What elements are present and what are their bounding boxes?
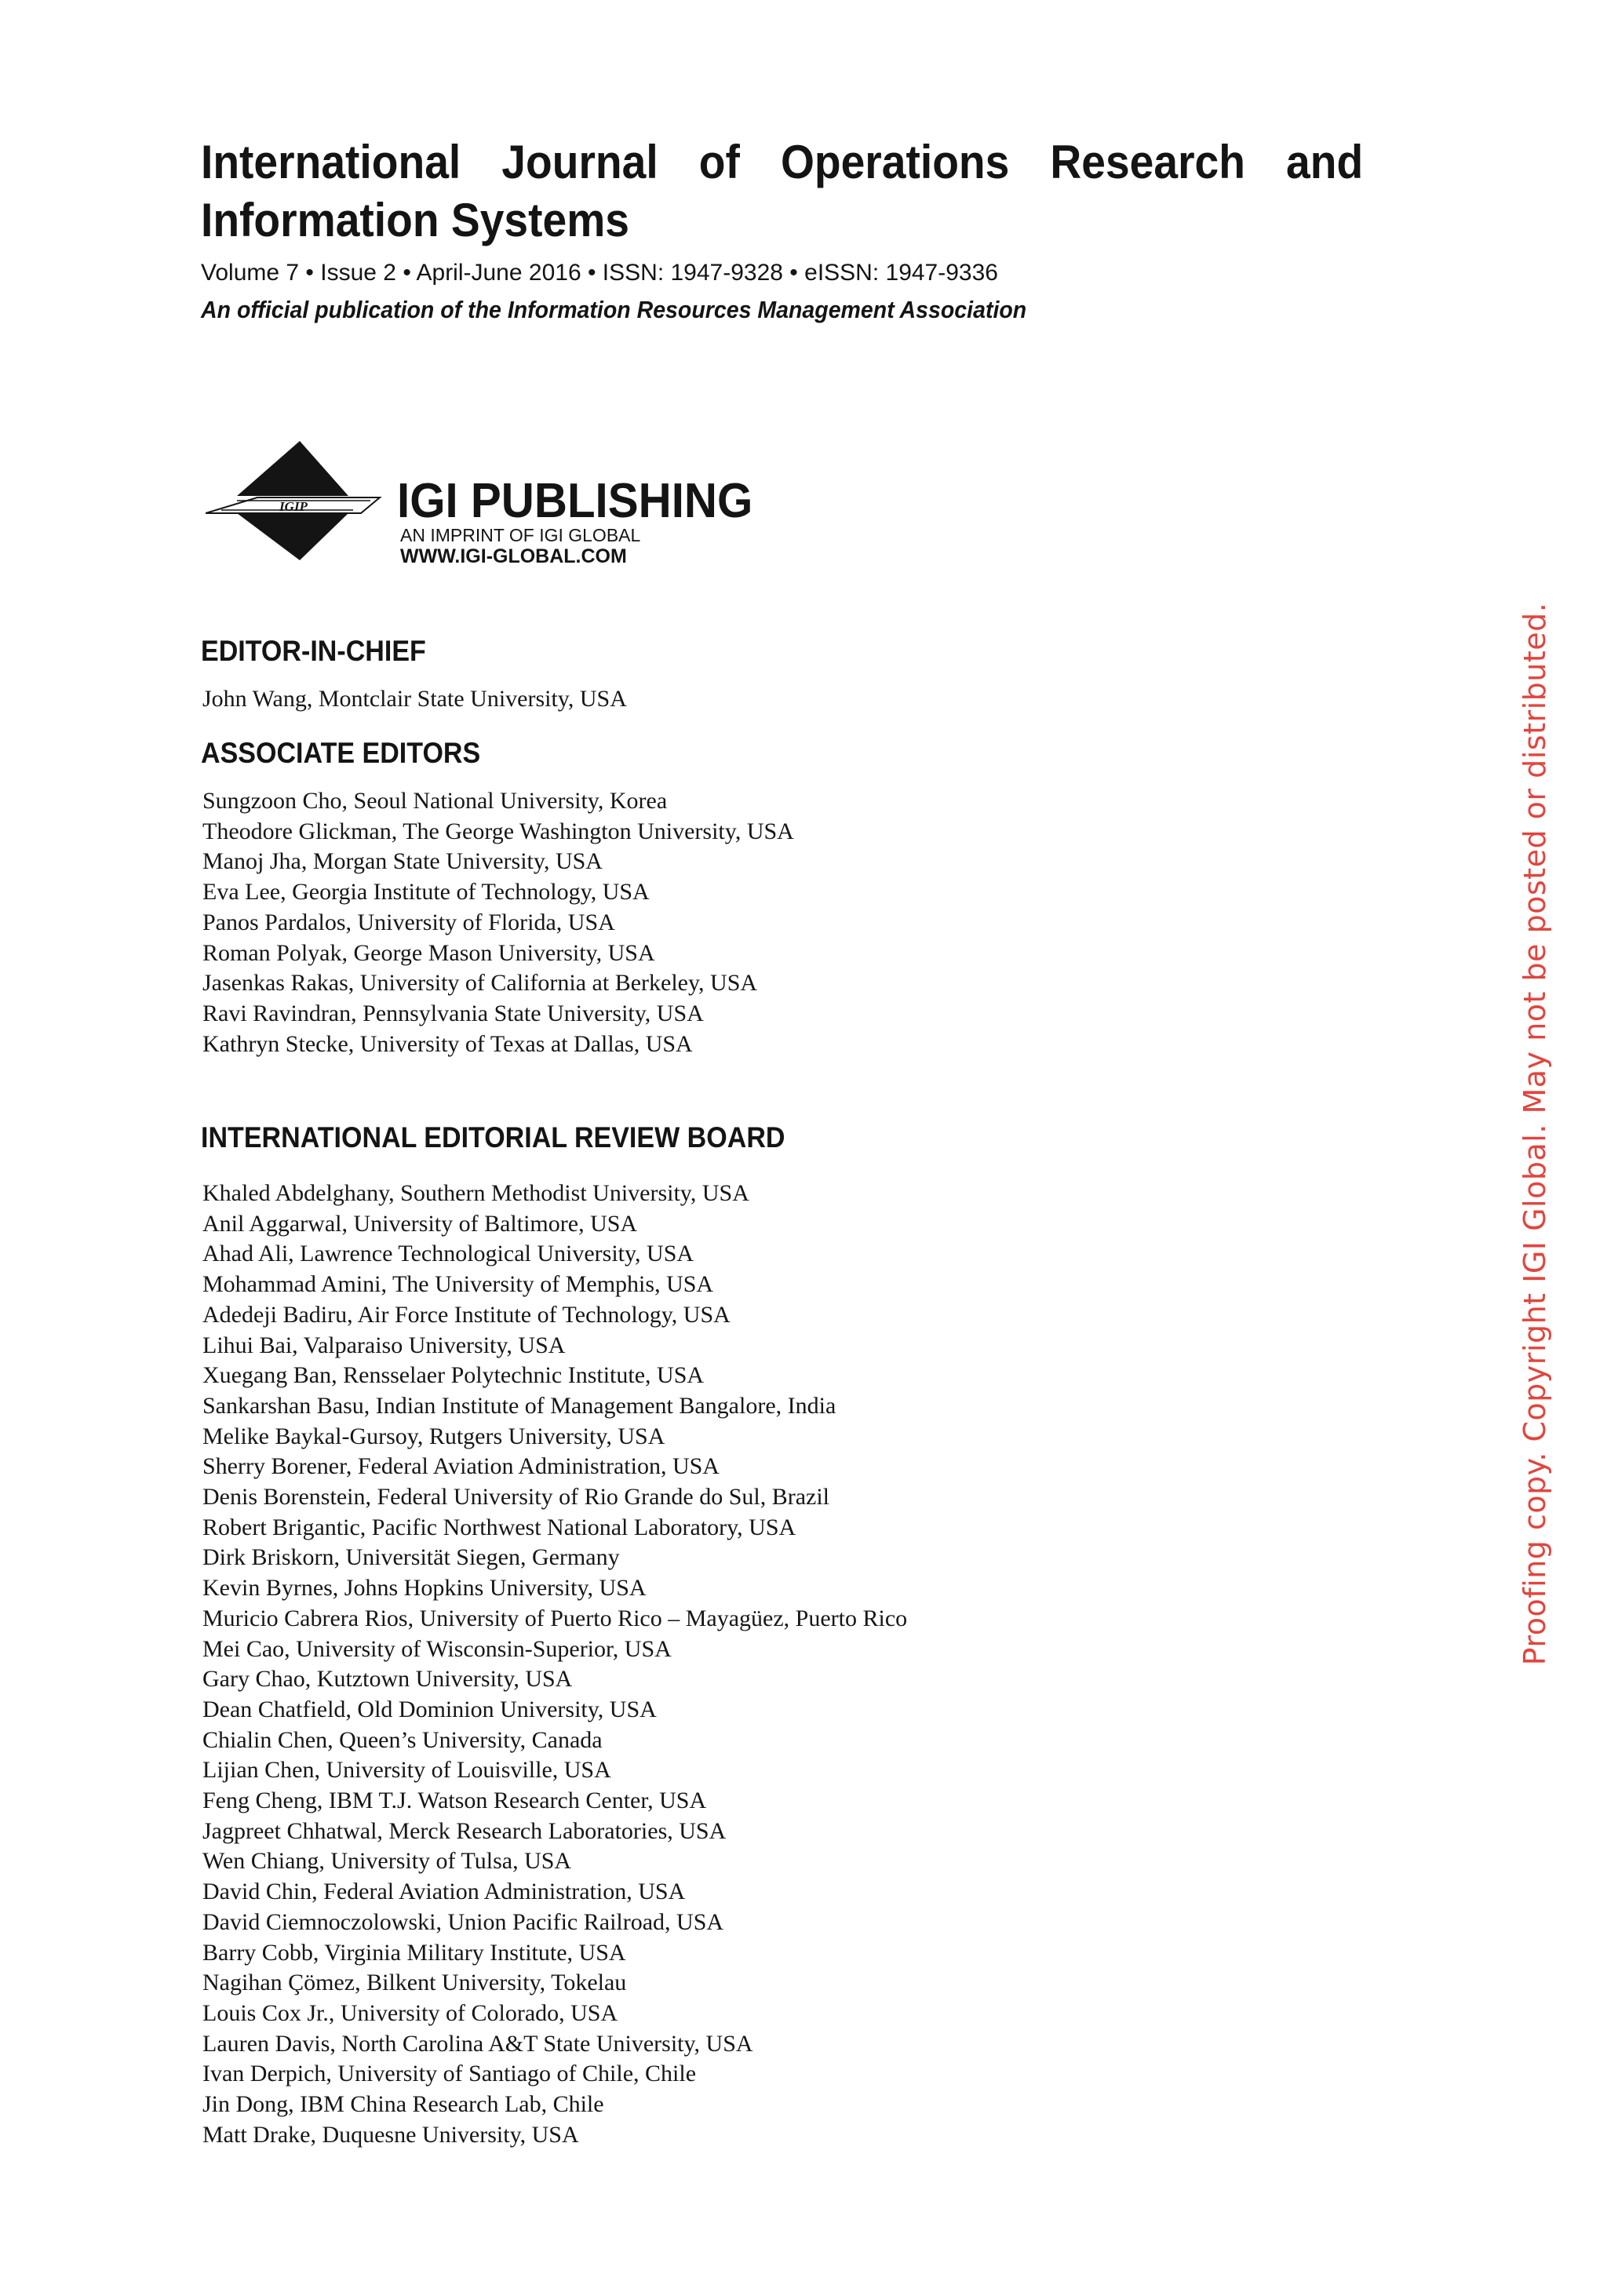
journal-issue-info: Volume 7 • Issue 2 • April-June 2016 • ISSN: 1947-9328 • eISSN: 1947-9336: [201, 260, 998, 286]
name-entry: Kevin Byrnes, Johns Hopkins University, USA: [202, 1575, 647, 1602]
name-entry: Manoj Jha, Morgan State University, USA: [202, 848, 603, 875]
associate-editors-list: [202, 786, 794, 1059]
name-entry: Kathryn Stecke, University of Texas at Dallas, USA: [202, 1030, 693, 1057]
editor-in-chief-heading: EDITOR-IN-CHIEF: [201, 635, 426, 667]
name-entry: Jagpreet Chhatwal, Merck Research Laboratories, USA: [202, 1817, 727, 1844]
name-entry: Theodore Glickman, The George Washington University, USA: [202, 818, 794, 844]
name-entry: Adedeji Badiru, Air Force Institute of Technology, USA: [202, 1301, 731, 1328]
name-entry: Xuegang Ban, Rensselaer Polytechnic Institute, USA: [202, 1362, 705, 1389]
name-entry: Louis Cox Jr., University of Colorado, USA: [202, 1999, 618, 2026]
name-entry: Roman Polyak, George Mason University, USA: [202, 939, 655, 966]
publisher-imprint: AN IMPRINT OF IGI GLOBAL: [400, 525, 641, 545]
name-entry: Panos Pardalos, University of Florida, USA: [202, 909, 615, 935]
name-entry: David Ciemnoczolowski, Union Pacific Railroad, USA: [202, 1908, 724, 1935]
name-entry: Melike Baykal-Gursoy, Rutgers University, USA: [202, 1423, 665, 1449]
name-entry: Eva Lee, Georgia Institute of Technology, USA: [202, 879, 650, 906]
name-entry: Robert Brigantic, Pacific Northwest National Laboratory, USA: [202, 1514, 796, 1540]
name-entry: Ahad Ali, Lawrence Technological University, USA: [202, 1241, 694, 1267]
name-entry: Lihui Bai, Valparaiso University, USA: [202, 1332, 566, 1358]
name-entry: Jin Dong, IBM China Research Lab, Chile: [202, 2091, 604, 2118]
review-board-list: [202, 1179, 907, 2151]
name-entry: Denis Borenstein, Federal University of Rio Grande do Sul, Brazil: [202, 1484, 830, 1511]
name-entry: Matt Drake, Duquesne University, USA: [202, 2121, 579, 2148]
name-entry: Ravi Ravindran, Pennsylvania State University, USA: [202, 1000, 704, 1026]
name-entry: Khaled Abdelghany, Southern Methodist University, USA: [202, 1180, 749, 1206]
name-entry: Mei Cao, University of Wisconsin-Superior, USA: [202, 1635, 672, 1662]
publisher-name: IGI PUBLISHING: [397, 474, 753, 528]
name-entry: Sherry Borener, Federal Aviation Administration, USA: [202, 1453, 720, 1480]
name-entry: Muricio Cabrera Rios, University of Puerto Rico – Mayagüez, Puerto Rico: [202, 1605, 908, 1631]
name-entry: Sungzoon Cho, Seoul National University, Korea: [202, 788, 668, 814]
name-entry: Lauren Davis, North Carolina A&T State University, USA: [202, 2030, 753, 2057]
name-entry: Wen Chiang, University of Tulsa, USA: [202, 1848, 572, 1875]
igip-diamond-logo-icon: [206, 436, 394, 570]
name-entry: Ivan Derpich, University of Santiago of Chile, Chile: [202, 2061, 697, 2087]
copyright-watermark: Proofing copy. Copyright IGI Global. May not be posted or distributed.: [1518, 602, 1552, 1666]
name-entry: Chialin Chen, Queen’s University, Canada: [202, 1726, 603, 1753]
name-entry: Lijian Chen, University of Louisville, USA: [202, 1757, 611, 1784]
name-entry: Gary Chao, Kutztown University, USA: [202, 1666, 573, 1693]
igip-badge-text: IGIP: [279, 499, 308, 514]
name-entry: Nagihan Çömez, Bilkent University, Tokelau: [202, 1970, 627, 1996]
review-board-heading: INTERNATIONAL EDITORIAL REVIEW BOARD: [201, 1121, 785, 1153]
name-entry: Barry Cobb, Virginia Military Institute, USA: [202, 1939, 626, 1966]
name-entry: Mohammad Amini, The University of Memphis, USA: [202, 1271, 714, 1298]
editor-in-chief-list: [202, 684, 627, 715]
name-entry: Jasenkas Rakas, University of California at Berkeley, USA: [202, 970, 758, 997]
name-entry: Sankarshan Basu, Indian Institute of Management Bangalore, India: [202, 1392, 836, 1419]
name-entry: Feng Cheng, IBM T.J. Watson Research Center, USA: [202, 1788, 707, 1814]
official-publication-line: An official publication of the Information Resources Management Association: [201, 296, 1027, 323]
name-entry: Anil Aggarwal, University of Baltimore, USA: [202, 1210, 638, 1237]
publisher-url: WWW.IGI-GLOBAL.COM: [400, 545, 627, 567]
name-entry: Dean Chatfield, Old Dominion University, USA: [202, 1696, 657, 1722]
associate-editors-heading: ASSOCIATE EDITORS: [201, 737, 481, 769]
name-entry: Dirk Briskorn, Universität Siegen, Germany: [202, 1544, 620, 1571]
publisher-logo: [206, 436, 755, 570]
name-entry: David Chin, Federal Aviation Administration, USA: [202, 1879, 686, 1905]
journal-title: International Journal of Operations Research and Information Systems: [201, 136, 1364, 246]
name-entry: John Wang, Montclair State University, USA: [202, 686, 627, 712]
